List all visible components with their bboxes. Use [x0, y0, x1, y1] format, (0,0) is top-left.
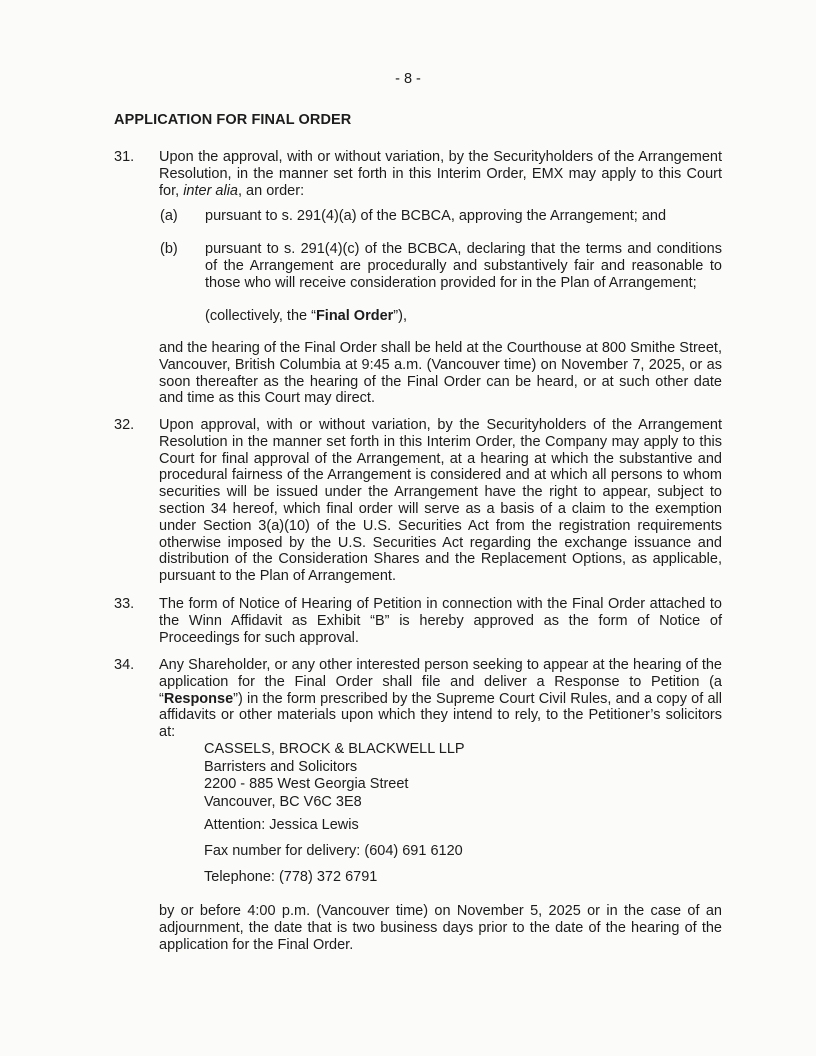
paragraph-31-continuation: and the hearing of the Final Order shall be held at the Courthouse at 800 Smithe Street, Vancouver, British Columbia at 9:45 a.m. (Vancouver time) on November 7, 2025, or as soon thereafter as the hearing of the Final Order can be heard, or at such other date and time as this Court may direct.	[159, 340, 722, 407]
subparagraph-label: (b)	[160, 241, 178, 257]
firm-name: CASSELS, BROCK & BLACKWELL LLP	[204, 741, 465, 757]
subparagraph-text: pursuant to s. 291(4)(c) of the BCBCA, declaring that the terms and conditions of the Arrangement are procedurally and substantively fair and reasonable to those who will receive consideration provided for in the Plan of Arrangement;	[205, 241, 722, 291]
collective-definition: (collectively, the “Final Order”),	[205, 308, 407, 324]
telephone-line: Telephone: (778) 372 6791	[204, 869, 378, 885]
address-line: Vancouver, BC V6C 3E8	[204, 793, 362, 810]
paragraph-31	[114, 149, 722, 199]
page-number: - 8 -	[395, 71, 421, 87]
paragraph-text: The form of Notice of Hearing of Petition in connection with the Final Order attached to the Winn Affidavit as Exhibit “B” is hereby approved as the form of Notice of Proceedings for such approval.	[159, 596, 722, 646]
subparagraph-label: (a)	[160, 208, 178, 224]
subparagraph-a	[160, 208, 722, 225]
paragraph-text: Upon the approval, with or without variation, by the Securityholders of the Arrangement Resolution, in the manner set forth in this Interim Order, EMX may apply to this Court for, inter alia, an order:	[159, 149, 722, 199]
section-heading: APPLICATION FOR FINAL ORDER	[114, 112, 352, 128]
attention-line: Attention: Jessica Lewis	[204, 817, 359, 833]
address-line: 2200 - 885 West Georgia Street	[204, 776, 409, 792]
paragraph-number: 34.	[114, 657, 135, 673]
paragraph-33	[114, 596, 722, 646]
fax-line: Fax number for delivery: (604) 691 6120	[204, 843, 463, 859]
address-line: Barristers and Solicitors	[204, 758, 358, 775]
address-block	[204, 741, 465, 811]
paragraph-text: Any Shareholder, or any other interested person seeking to appear at the hearing of the application for the Final Order shall file and deliver a Response to Petition (a “Response”) in the form prescribed by the Supreme Court Civil Rules, and a copy of all affidavits or other materials upon which they intend to rely, to the Petitioner’s solicitors at:	[159, 657, 722, 741]
paragraph-34	[114, 657, 722, 741]
paragraph-32	[114, 417, 722, 585]
paragraph-text: Upon approval, with or without variation, by the Securityholders of the Arrangement Resolution in the manner set forth in this Interim Order, the Company may apply to this Court for final approval of the Arrangement, at a hearing at which the substantive and procedural fairness of the Arrangement is considered and at which all persons to whom securities will be issued under the Arrangement have the right to appear, subject to section 34 hereof, which final order will serve as a basis of a claim to the exemption under Section 3(a)(10) of the U.S. Securities Act from the registration requirements otherwise imposed by the U.S. Securities Act regarding the exchange issuance and distribution of the Consideration Shares and the Replacement Options, as applicable, pursuant to the Plan of Arrangement.	[159, 417, 722, 585]
subparagraph-b	[160, 241, 722, 291]
paragraph-number: 32.	[114, 417, 135, 433]
paragraph-number: 33.	[114, 596, 135, 612]
paragraph-number: 31.	[114, 149, 135, 165]
paragraph-34-continuation: by or before 4:00 p.m. (Vancouver time) on November 5, 2025 or in the case of an adjournment, the date that is two business days prior to the date of the hearing of the application for the Final Order.	[159, 903, 722, 953]
subparagraph-text: pursuant to s. 291(4)(a) of the BCBCA, approving the Arrangement; and	[205, 208, 667, 224]
